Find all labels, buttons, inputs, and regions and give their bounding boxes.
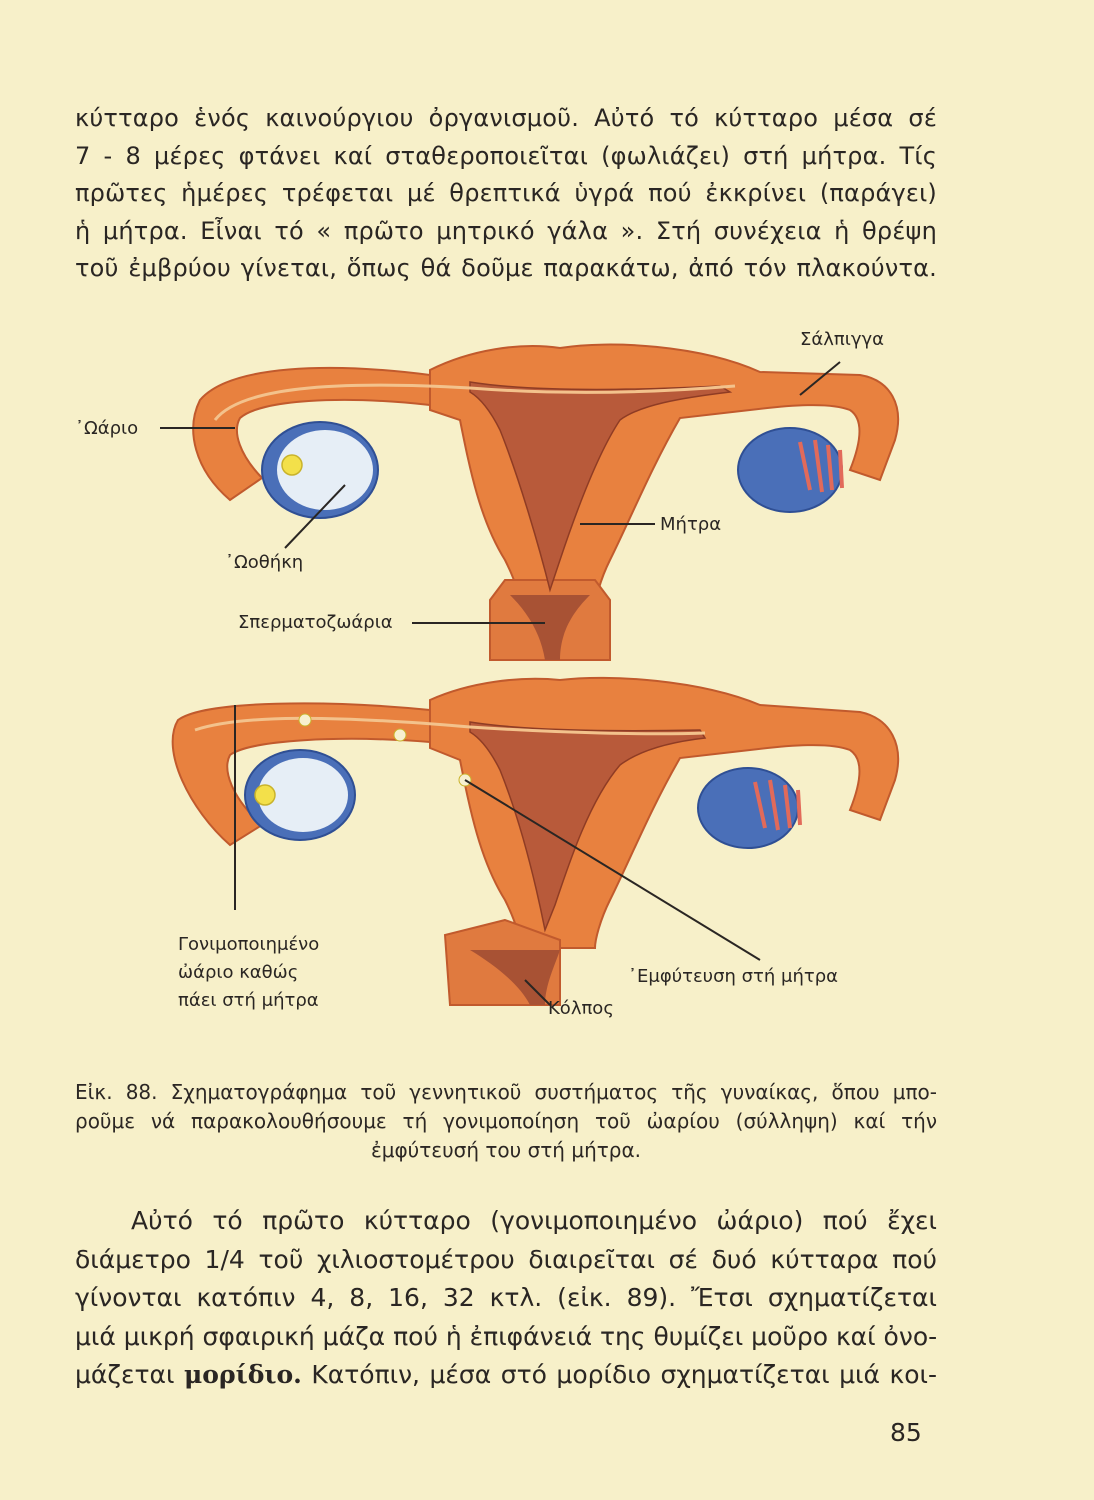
right-ovary	[738, 428, 842, 512]
label-ovum: ᾿Ωάριο	[75, 418, 139, 439]
label-sperm: Σπερματοζωάρια	[238, 612, 393, 633]
bold-term: μορίδιο.	[184, 1360, 302, 1389]
migrating-ovum	[394, 729, 406, 741]
text-line: τοῦ ἐμβρύου γίνεται, ὅπως θά δοῦμε παρακάτω, ἀπό τόν πλακούντα.	[75, 254, 937, 282]
text-line: ἡ μήτρα. Εἶναι τό « πρῶτο μητρικό γάλα ». Στή συνέχεια ἡ θρέψη	[75, 216, 937, 245]
label-salpinx: Σάλπιγγα	[800, 329, 884, 350]
text-line: κύτταρο ἑνός καινούργιου ὀργανισμοῦ. Αὐτό τό κύτταρο μέσα σέ	[75, 104, 937, 132]
label-ovary: ᾿Ωοθήκη	[225, 552, 304, 573]
text-line: Αὐτό τό πρῶτο κύτταρο (γονιμοποιημένο ὠάριο) πού ἔχει	[131, 1206, 937, 1235]
caption-line: ροῦμε νά παρακολουθήσουμε τή γονιμοποίηση τοῦ ὠαρίου (σύλληψη) καί τήν	[75, 1109, 937, 1133]
text-line: πρῶτες ἡμέρες τρέφεται μέ θρεπτικά ὑγρά πού ἐκκρίνει (παράγει)	[75, 179, 937, 207]
caption-line: Εἰκ. 88. Σχηματογράφημα τοῦ γεννητικοῦ συστήματος τῆς γυναίκας, ὅπου μπο-	[75, 1080, 937, 1104]
text-line: γίνονται κατόπιν 4, 8, 16, 32 κτλ. (εἰκ. 89). Ἔτσι σχηματίζεται	[75, 1283, 937, 1312]
page-number: 85	[890, 1418, 922, 1447]
figure-caption	[75, 1078, 937, 1165]
label-uterus: Μήτρα	[660, 514, 722, 535]
ovum-yellow-2	[255, 785, 275, 805]
label-fertilized-line2: ὠάριο καθώς	[178, 962, 299, 983]
label-fertilized-line3: πάει στή μήτρα	[178, 990, 319, 1011]
uterus-body-2	[430, 678, 898, 948]
text-fragment: μάζεται	[75, 1360, 184, 1389]
migrating-ovum	[299, 714, 311, 726]
text-line	[75, 1356, 937, 1395]
bottom-paragraph	[75, 1202, 937, 1395]
label-fertilized-line1: Γονιμοποιημένο	[178, 934, 320, 955]
text-line: 7 - 8 μέρες φτάνει καί σταθεροποιεῖται (φωλιάζει) στή μήτρα. Τίς	[75, 141, 937, 170]
right-ovary-2	[698, 768, 798, 848]
ovum-yellow	[282, 455, 302, 475]
top-diagram	[75, 329, 898, 660]
reproductive-system-figure	[0, 320, 1094, 1040]
label-implantation: ᾿Εμφύτευση στή μήτρα	[628, 966, 838, 987]
caption-line: ἐμφύτευσή του στή μήτρα.	[370, 1138, 642, 1162]
top-paragraph	[75, 100, 937, 288]
label-vagina: Κόλπος	[548, 998, 614, 1019]
text-line: διάμετρο 1/4 τοῦ χιλιοστομέτρου διαιρεῖται σέ δυό κύτταρα πού	[75, 1244, 937, 1274]
text-fragment: Κατόπιν, μέσα στό μορίδιο σχηματίζεται μιά κοι-	[301, 1360, 937, 1389]
bottom-diagram	[173, 678, 898, 1019]
text-line: μιά μικρή σφαιρική μάζα πού ἡ ἐπιφάνειά της θυμίζει μοῦρο καί ὀνο-	[75, 1321, 938, 1351]
